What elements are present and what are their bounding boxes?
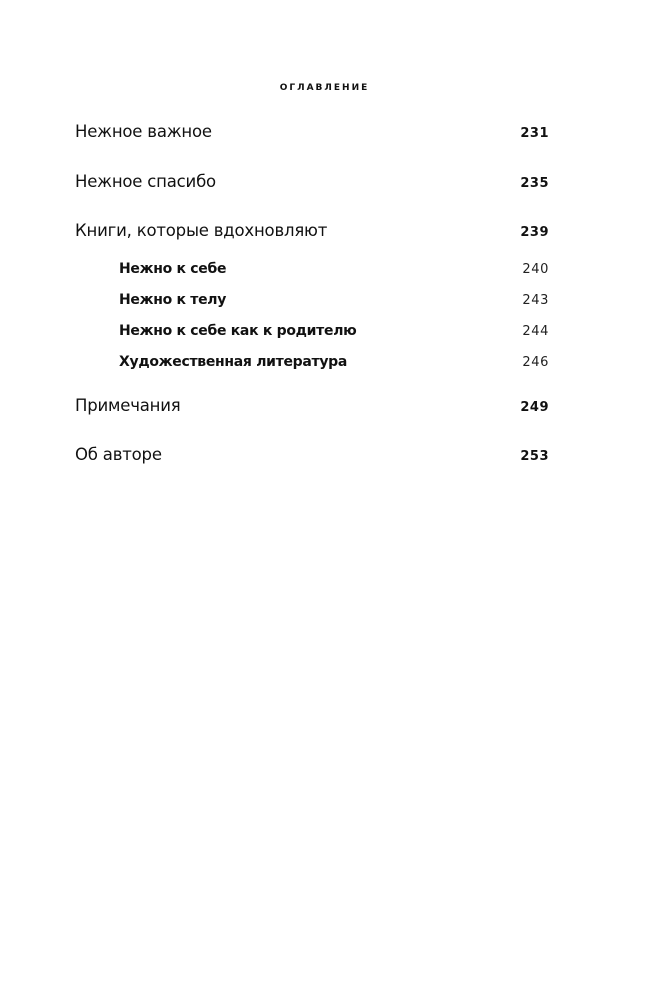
toc-entry-title: Книги, которые вдохновляют bbox=[75, 221, 328, 240]
toc-subentry-title: Нежно к себе bbox=[119, 261, 227, 277]
toc-entry[interactable] bbox=[75, 221, 549, 240]
toc-subentry[interactable] bbox=[119, 354, 549, 370]
toc-entry-title: Об авторе bbox=[75, 445, 162, 464]
toc-heading: ОГЛАВЛЕНИЕ bbox=[279, 83, 370, 93]
toc-subentry-title: Художественная литература bbox=[119, 354, 348, 370]
toc-entry-title: Примечания bbox=[75, 396, 181, 415]
toc-subentry-title: Нежно к телу bbox=[119, 292, 227, 308]
toc-entry-page: 239 bbox=[520, 225, 549, 240]
toc-entry[interactable] bbox=[75, 172, 549, 191]
toc-entry[interactable] bbox=[75, 396, 549, 415]
toc-entry-page: 249 bbox=[520, 400, 549, 415]
toc-subentry[interactable] bbox=[119, 323, 549, 339]
toc-entry-title: Нежное спасибо bbox=[75, 172, 216, 191]
toc-subentry-page: 244 bbox=[522, 324, 549, 339]
toc-subentry-title: Нежно к себе как к родителю bbox=[119, 323, 357, 339]
toc-subentry[interactable] bbox=[119, 292, 549, 308]
toc-entry-page: 253 bbox=[520, 449, 549, 464]
toc-subentry-page: 240 bbox=[522, 262, 549, 277]
toc-subentry-page: 243 bbox=[522, 293, 549, 308]
toc-entry-title: Нежное важное bbox=[75, 122, 212, 141]
toc-entry-page: 235 bbox=[520, 176, 549, 191]
toc-entry[interactable] bbox=[75, 445, 549, 464]
toc-entry-page: 231 bbox=[520, 126, 549, 141]
toc-subentry[interactable] bbox=[119, 261, 549, 277]
toc-subentry-page: 246 bbox=[522, 355, 549, 370]
toc-entry[interactable] bbox=[75, 122, 549, 141]
